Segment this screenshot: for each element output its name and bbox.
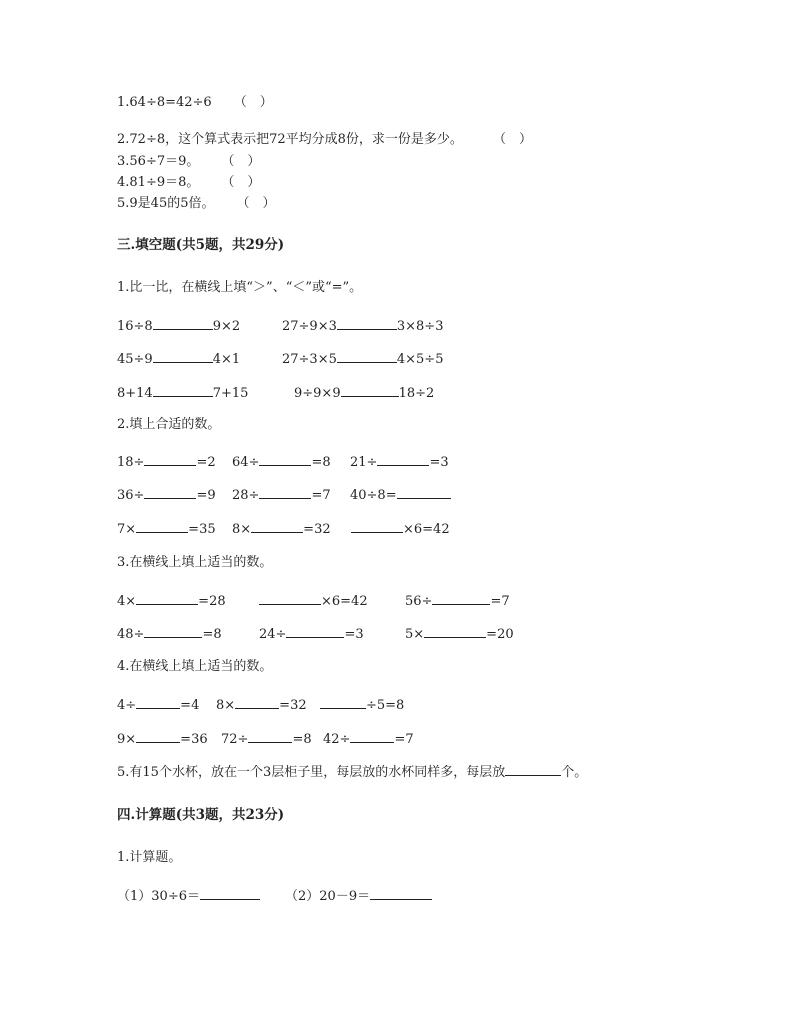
compare-item [282, 316, 443, 336]
answer-blank[interactable] [337, 349, 397, 363]
expr-left: 48÷ [117, 627, 145, 642]
answer-blank[interactable] [341, 383, 399, 397]
expr-left: 8× [216, 698, 236, 713]
question-text: 个。 [561, 765, 588, 780]
expr-right: 9×2 [212, 319, 241, 334]
fill-item [350, 452, 449, 472]
answer-paren[interactable]: （ ） [492, 132, 532, 147]
answer-paren[interactable]: （ ） [221, 175, 261, 190]
judge-item-text: 2.72÷8，这个算式表示把72平均分成8份，求一份是多少。 [117, 132, 463, 147]
judge-item-text: 3.56÷7＝9。 [117, 154, 200, 169]
expr-right: =7 [490, 594, 510, 609]
answer-paren[interactable]: （ ） [236, 196, 276, 211]
judge-item-text: 4.81÷9＝8。 [117, 175, 200, 190]
expr-left: 28÷ [232, 488, 260, 503]
expr-left: 9÷9×9 [294, 386, 341, 401]
expr-left: 45÷9 [117, 352, 153, 367]
answer-blank[interactable] [144, 624, 202, 638]
answer-blank[interactable] [251, 519, 303, 533]
fill-item [117, 452, 216, 472]
answer-blank[interactable] [153, 383, 213, 397]
answer-blank[interactable] [136, 591, 198, 605]
answer-blank[interactable] [377, 452, 429, 466]
judge-item-text: 5.9是45的5倍。 [117, 196, 215, 211]
answer-blank[interactable] [397, 485, 451, 499]
expr-right: =20 [486, 627, 514, 642]
answer-blank[interactable] [286, 624, 344, 638]
section-title: 四.计算题(共3题，共23分) [117, 807, 285, 823]
expr-right: =28 [198, 594, 226, 609]
answer-blank[interactable] [259, 485, 311, 499]
expr-left: 18÷ [117, 455, 145, 470]
expr-left: （2）20－9＝ [285, 889, 371, 904]
expr-left: 5× [405, 627, 425, 642]
expr-right: 18÷2 [398, 386, 435, 401]
expr-right: =8 [292, 732, 312, 747]
expr-right: =32 [279, 698, 307, 713]
answer-blank[interactable] [259, 452, 311, 466]
expr-left: 40÷8= [350, 488, 397, 503]
answer-blank[interactable] [136, 519, 188, 533]
expr-left: 8× [232, 522, 252, 537]
expr-left: （1）30÷6＝ [117, 889, 200, 904]
judge-item-1 [117, 94, 273, 112]
fill-item [216, 695, 307, 715]
expr-right: =32 [303, 522, 331, 537]
judge-item-5 [117, 195, 276, 213]
fill-item [405, 624, 514, 644]
expr-right: =36 [180, 732, 208, 747]
answer-blank[interactable] [320, 695, 366, 709]
fill-item [117, 519, 216, 539]
expr-left: 7× [117, 522, 137, 537]
expr-left: 56÷ [405, 594, 433, 609]
expr-left: 72÷ [221, 732, 249, 747]
judge-item-2 [117, 131, 532, 149]
judge-item-4 [117, 174, 260, 192]
answer-blank[interactable] [200, 886, 260, 900]
expr-right: 4×5÷5 [396, 352, 444, 367]
answer-paren[interactable]: （ ） [221, 154, 261, 169]
fill-item [221, 729, 312, 749]
expr-right: =8 [311, 455, 331, 470]
expr-right: ÷5=8 [366, 698, 405, 713]
expr-right: =2 [196, 455, 216, 470]
answer-paren[interactable]: （ ） [233, 95, 273, 110]
expr-right: =4 [180, 698, 200, 713]
compare-item [117, 316, 240, 336]
expr-right: 3×8÷3 [396, 319, 444, 334]
expr-right: ×6=42 [403, 522, 450, 537]
fill-item [117, 695, 199, 715]
answer-blank[interactable] [136, 695, 180, 709]
answer-blank[interactable] [235, 695, 279, 709]
answer-blank[interactable] [136, 729, 180, 743]
expr-right: =7 [394, 732, 414, 747]
expr-left: 24÷ [259, 627, 287, 642]
expr-right: =7 [311, 488, 331, 503]
expr-left: 8+14 [117, 386, 153, 401]
answer-blank[interactable] [337, 316, 397, 330]
fill-item [259, 591, 368, 611]
fill-item [405, 591, 510, 611]
fill-item [320, 695, 404, 715]
question-text: 5.有15个水杯，放在一个3层柜子里，每层放的水杯同样多，每层放 [117, 765, 506, 780]
question-q5 [117, 762, 587, 782]
compare-item [117, 349, 240, 369]
question-prompt: 2.填上合适的数。 [117, 417, 221, 432]
answer-blank[interactable] [351, 519, 403, 533]
expr-left: 21÷ [350, 455, 378, 470]
expr-right: =3 [429, 455, 449, 470]
expr-left: 4÷ [117, 698, 137, 713]
judge-item-3 [117, 153, 260, 171]
section-title: 三.填空题(共5题，共29分) [117, 237, 285, 253]
expr-right: =8 [202, 627, 222, 642]
fill-item [117, 591, 226, 611]
question-prompt: 4.在横线上填上适当的数。 [117, 659, 273, 674]
fill-item [117, 729, 208, 749]
expr-left: 42÷ [323, 732, 351, 747]
expr-right: =35 [188, 522, 216, 537]
expr-right: 7+15 [212, 386, 249, 401]
expr-left: 64÷ [232, 455, 260, 470]
expr-right: 4×1 [212, 352, 241, 367]
expr-right: ×6=42 [321, 594, 368, 609]
question-prompt: 3.在横线上填上适当的数。 [117, 555, 273, 570]
expr-right: =3 [344, 627, 364, 642]
fill-item [351, 519, 450, 539]
compare-item [117, 383, 248, 403]
answer-blank[interactable] [505, 762, 561, 776]
calc-item [285, 886, 432, 906]
expr-left: 9× [117, 732, 137, 747]
fill-item [117, 485, 216, 505]
compare-item [294, 383, 434, 403]
expr-left: 4× [117, 594, 137, 609]
question-prompt: 1.计算题。 [117, 850, 182, 865]
judge-item-text: 1.64÷8=42÷6 [117, 95, 212, 110]
expr-left: 27÷9×3 [282, 319, 337, 334]
question-prompt: 1.比一比，在横线上填“＞”、“＜”或“=”。 [117, 280, 363, 295]
answer-blank[interactable] [370, 886, 432, 900]
fill-item [350, 485, 451, 505]
fill-item [232, 485, 331, 505]
answer-blank[interactable] [144, 485, 196, 499]
expr-left: 16÷8 [117, 319, 153, 334]
expr-left: 27÷3×5 [282, 352, 337, 367]
fill-item [323, 729, 414, 749]
answer-blank[interactable] [153, 349, 213, 363]
answer-blank[interactable] [144, 452, 196, 466]
fill-item [232, 452, 331, 472]
answer-blank[interactable] [248, 729, 292, 743]
answer-blank[interactable] [432, 591, 490, 605]
answer-blank[interactable] [424, 624, 486, 638]
answer-blank[interactable] [259, 591, 321, 605]
answer-blank[interactable] [153, 316, 213, 330]
compare-item [282, 349, 443, 369]
fill-item [232, 519, 331, 539]
fill-item [117, 624, 222, 644]
answer-blank[interactable] [350, 729, 394, 743]
expr-left: 36÷ [117, 488, 145, 503]
calc-item [117, 886, 260, 906]
expr-right: =9 [196, 488, 216, 503]
fill-item [259, 624, 364, 644]
